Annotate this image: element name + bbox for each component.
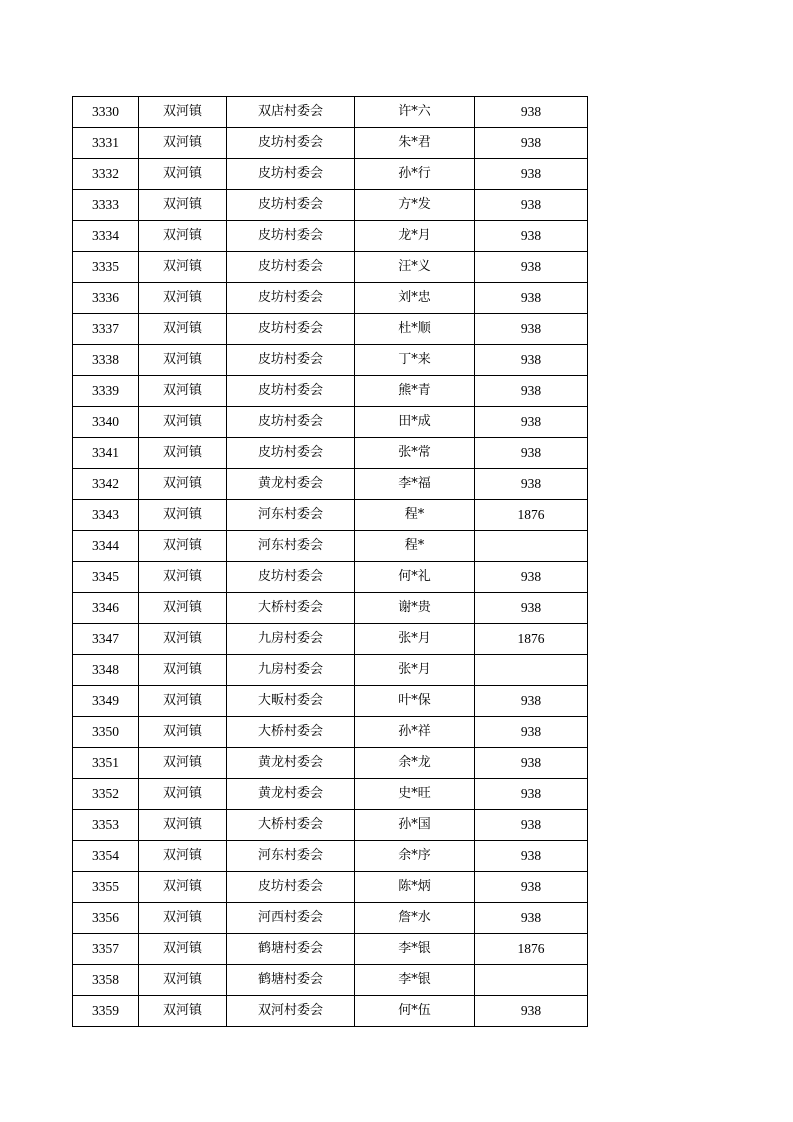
person-name-cell: 李*银 [355,965,475,996]
town-cell: 双河镇 [139,841,227,872]
village-committee-cell: 大桥村委会 [227,593,355,624]
person-name-cell: 许*六 [355,97,475,128]
amount-cell: 938 [475,562,588,593]
village-committee-cell: 河东村委会 [227,841,355,872]
table-row [73,779,588,810]
person-name-cell: 余*序 [355,841,475,872]
amount-cell [475,965,588,996]
person-name-cell: 余*龙 [355,748,475,779]
amount-cell: 938 [475,810,588,841]
town-cell: 双河镇 [139,562,227,593]
town-cell: 双河镇 [139,128,227,159]
table-row [73,128,588,159]
town-cell: 双河镇 [139,717,227,748]
amount-cell: 938 [475,252,588,283]
person-name-cell: 史*旺 [355,779,475,810]
row-number-cell: 3342 [73,469,139,500]
town-cell: 双河镇 [139,376,227,407]
person-name-cell: 丁*来 [355,345,475,376]
row-number-cell: 3348 [73,655,139,686]
amount-cell: 1876 [475,500,588,531]
town-cell: 双河镇 [139,965,227,996]
person-name-cell: 陈*炳 [355,872,475,903]
village-committee-cell: 皮坊村委会 [227,128,355,159]
person-name-cell: 方*发 [355,190,475,221]
town-cell: 双河镇 [139,221,227,252]
village-committee-cell: 皮坊村委会 [227,252,355,283]
village-committee-cell: 河西村委会 [227,903,355,934]
village-committee-cell: 双河村委会 [227,996,355,1027]
row-number-cell: 3332 [73,159,139,190]
town-cell: 双河镇 [139,903,227,934]
person-name-cell: 何*伍 [355,996,475,1027]
person-name-cell: 何*礼 [355,562,475,593]
town-cell: 双河镇 [139,345,227,376]
row-number-cell: 3331 [73,128,139,159]
person-name-cell: 张*常 [355,438,475,469]
village-committee-cell: 皮坊村委会 [227,376,355,407]
person-name-cell: 张*月 [355,655,475,686]
person-name-cell: 汪*义 [355,252,475,283]
row-number-cell: 3343 [73,500,139,531]
table-row [73,624,588,655]
town-cell: 双河镇 [139,159,227,190]
amount-cell: 938 [475,903,588,934]
row-number-cell: 3338 [73,345,139,376]
town-cell: 双河镇 [139,500,227,531]
village-committee-cell: 皮坊村委会 [227,159,355,190]
amount-cell: 938 [475,779,588,810]
table-row [73,159,588,190]
table-row [73,252,588,283]
row-number-cell: 3333 [73,190,139,221]
table-row [73,872,588,903]
table-row [73,903,588,934]
row-number-cell: 3351 [73,748,139,779]
amount-cell: 938 [475,469,588,500]
town-cell: 双河镇 [139,252,227,283]
amount-cell: 938 [475,97,588,128]
amount-cell: 938 [475,407,588,438]
table-row [73,221,588,252]
table-row [73,438,588,469]
row-number-cell: 3347 [73,624,139,655]
person-name-cell: 龙*月 [355,221,475,252]
town-cell: 双河镇 [139,686,227,717]
row-number-cell: 3335 [73,252,139,283]
row-number-cell: 3336 [73,283,139,314]
amount-cell: 938 [475,841,588,872]
row-number-cell: 3344 [73,531,139,562]
person-name-cell: 熊*青 [355,376,475,407]
row-number-cell: 3354 [73,841,139,872]
person-name-cell: 叶*保 [355,686,475,717]
row-number-cell: 3357 [73,934,139,965]
row-number-cell: 3340 [73,407,139,438]
amount-cell: 938 [475,221,588,252]
village-committee-cell: 皮坊村委会 [227,438,355,469]
amount-cell: 938 [475,686,588,717]
table-row [73,345,588,376]
amount-cell: 938 [475,159,588,190]
person-name-cell: 李*银 [355,934,475,965]
table-row [73,376,588,407]
table-row [73,810,588,841]
village-committee-cell: 鹤塘村委会 [227,965,355,996]
table-row [73,283,588,314]
town-cell: 双河镇 [139,593,227,624]
table-row [73,748,588,779]
village-committee-cell: 黄龙村委会 [227,469,355,500]
town-cell: 双河镇 [139,97,227,128]
village-committee-cell: 河东村委会 [227,531,355,562]
town-cell: 双河镇 [139,748,227,779]
town-cell: 双河镇 [139,872,227,903]
amount-cell: 1876 [475,934,588,965]
row-number-cell: 3350 [73,717,139,748]
table-row [73,841,588,872]
table-row [73,469,588,500]
town-cell: 双河镇 [139,779,227,810]
table-body [73,97,588,1027]
town-cell: 双河镇 [139,655,227,686]
village-committee-cell: 皮坊村委会 [227,345,355,376]
town-cell: 双河镇 [139,624,227,655]
row-number-cell: 3352 [73,779,139,810]
table-row [73,593,588,624]
row-number-cell: 3359 [73,996,139,1027]
amount-cell: 938 [475,345,588,376]
person-name-cell: 刘*忠 [355,283,475,314]
person-name-cell: 詹*水 [355,903,475,934]
amount-cell: 1876 [475,624,588,655]
amount-cell: 938 [475,438,588,469]
person-name-cell: 谢*贵 [355,593,475,624]
table-row [73,500,588,531]
amount-cell: 938 [475,190,588,221]
row-number-cell: 3341 [73,438,139,469]
data-table [72,96,588,1027]
village-committee-cell: 黄龙村委会 [227,748,355,779]
row-number-cell: 3346 [73,593,139,624]
amount-cell: 938 [475,128,588,159]
table-row [73,562,588,593]
person-name-cell: 张*月 [355,624,475,655]
amount-cell: 938 [475,314,588,345]
town-cell: 双河镇 [139,469,227,500]
village-committee-cell: 九房村委会 [227,655,355,686]
person-name-cell: 孙*行 [355,159,475,190]
person-name-cell: 程* [355,531,475,562]
amount-cell [475,531,588,562]
table-row [73,717,588,748]
town-cell: 双河镇 [139,407,227,438]
amount-cell: 938 [475,283,588,314]
table-row [73,531,588,562]
table-row [73,996,588,1027]
person-name-cell: 孙*国 [355,810,475,841]
village-committee-cell: 双店村委会 [227,97,355,128]
row-number-cell: 3356 [73,903,139,934]
village-committee-cell: 河东村委会 [227,500,355,531]
person-name-cell: 田*成 [355,407,475,438]
row-number-cell: 3355 [73,872,139,903]
village-committee-cell: 黄龙村委会 [227,779,355,810]
table-row [73,190,588,221]
row-number-cell: 3330 [73,97,139,128]
town-cell: 双河镇 [139,934,227,965]
village-committee-cell: 皮坊村委会 [227,562,355,593]
town-cell: 双河镇 [139,531,227,562]
row-number-cell: 3358 [73,965,139,996]
table-row [73,686,588,717]
amount-cell: 938 [475,748,588,779]
town-cell: 双河镇 [139,810,227,841]
person-name-cell: 杜*顺 [355,314,475,345]
table-row [73,314,588,345]
village-committee-cell: 大桥村委会 [227,810,355,841]
row-number-cell: 3353 [73,810,139,841]
village-committee-cell: 鹤塘村委会 [227,934,355,965]
town-cell: 双河镇 [139,438,227,469]
town-cell: 双河镇 [139,314,227,345]
row-number-cell: 3334 [73,221,139,252]
village-committee-cell: 大畈村委会 [227,686,355,717]
village-committee-cell: 九房村委会 [227,624,355,655]
table-row [73,97,588,128]
town-cell: 双河镇 [139,283,227,314]
table-row [73,965,588,996]
amount-cell: 938 [475,376,588,407]
village-committee-cell: 皮坊村委会 [227,314,355,345]
town-cell: 双河镇 [139,190,227,221]
row-number-cell: 3349 [73,686,139,717]
town-cell: 双河镇 [139,996,227,1027]
village-committee-cell: 皮坊村委会 [227,872,355,903]
amount-cell: 938 [475,872,588,903]
amount-cell: 938 [475,717,588,748]
table-row [73,655,588,686]
row-number-cell: 3337 [73,314,139,345]
village-committee-cell: 大桥村委会 [227,717,355,748]
amount-cell: 938 [475,593,588,624]
village-committee-cell: 皮坊村委会 [227,190,355,221]
village-committee-cell: 皮坊村委会 [227,221,355,252]
village-committee-cell: 皮坊村委会 [227,283,355,314]
person-name-cell: 李*福 [355,469,475,500]
person-name-cell: 程* [355,500,475,531]
amount-cell [475,655,588,686]
person-name-cell: 孙*祥 [355,717,475,748]
village-committee-cell: 皮坊村委会 [227,407,355,438]
row-number-cell: 3339 [73,376,139,407]
person-name-cell: 朱*君 [355,128,475,159]
table-row [73,934,588,965]
amount-cell: 938 [475,996,588,1027]
table-row [73,407,588,438]
row-number-cell: 3345 [73,562,139,593]
